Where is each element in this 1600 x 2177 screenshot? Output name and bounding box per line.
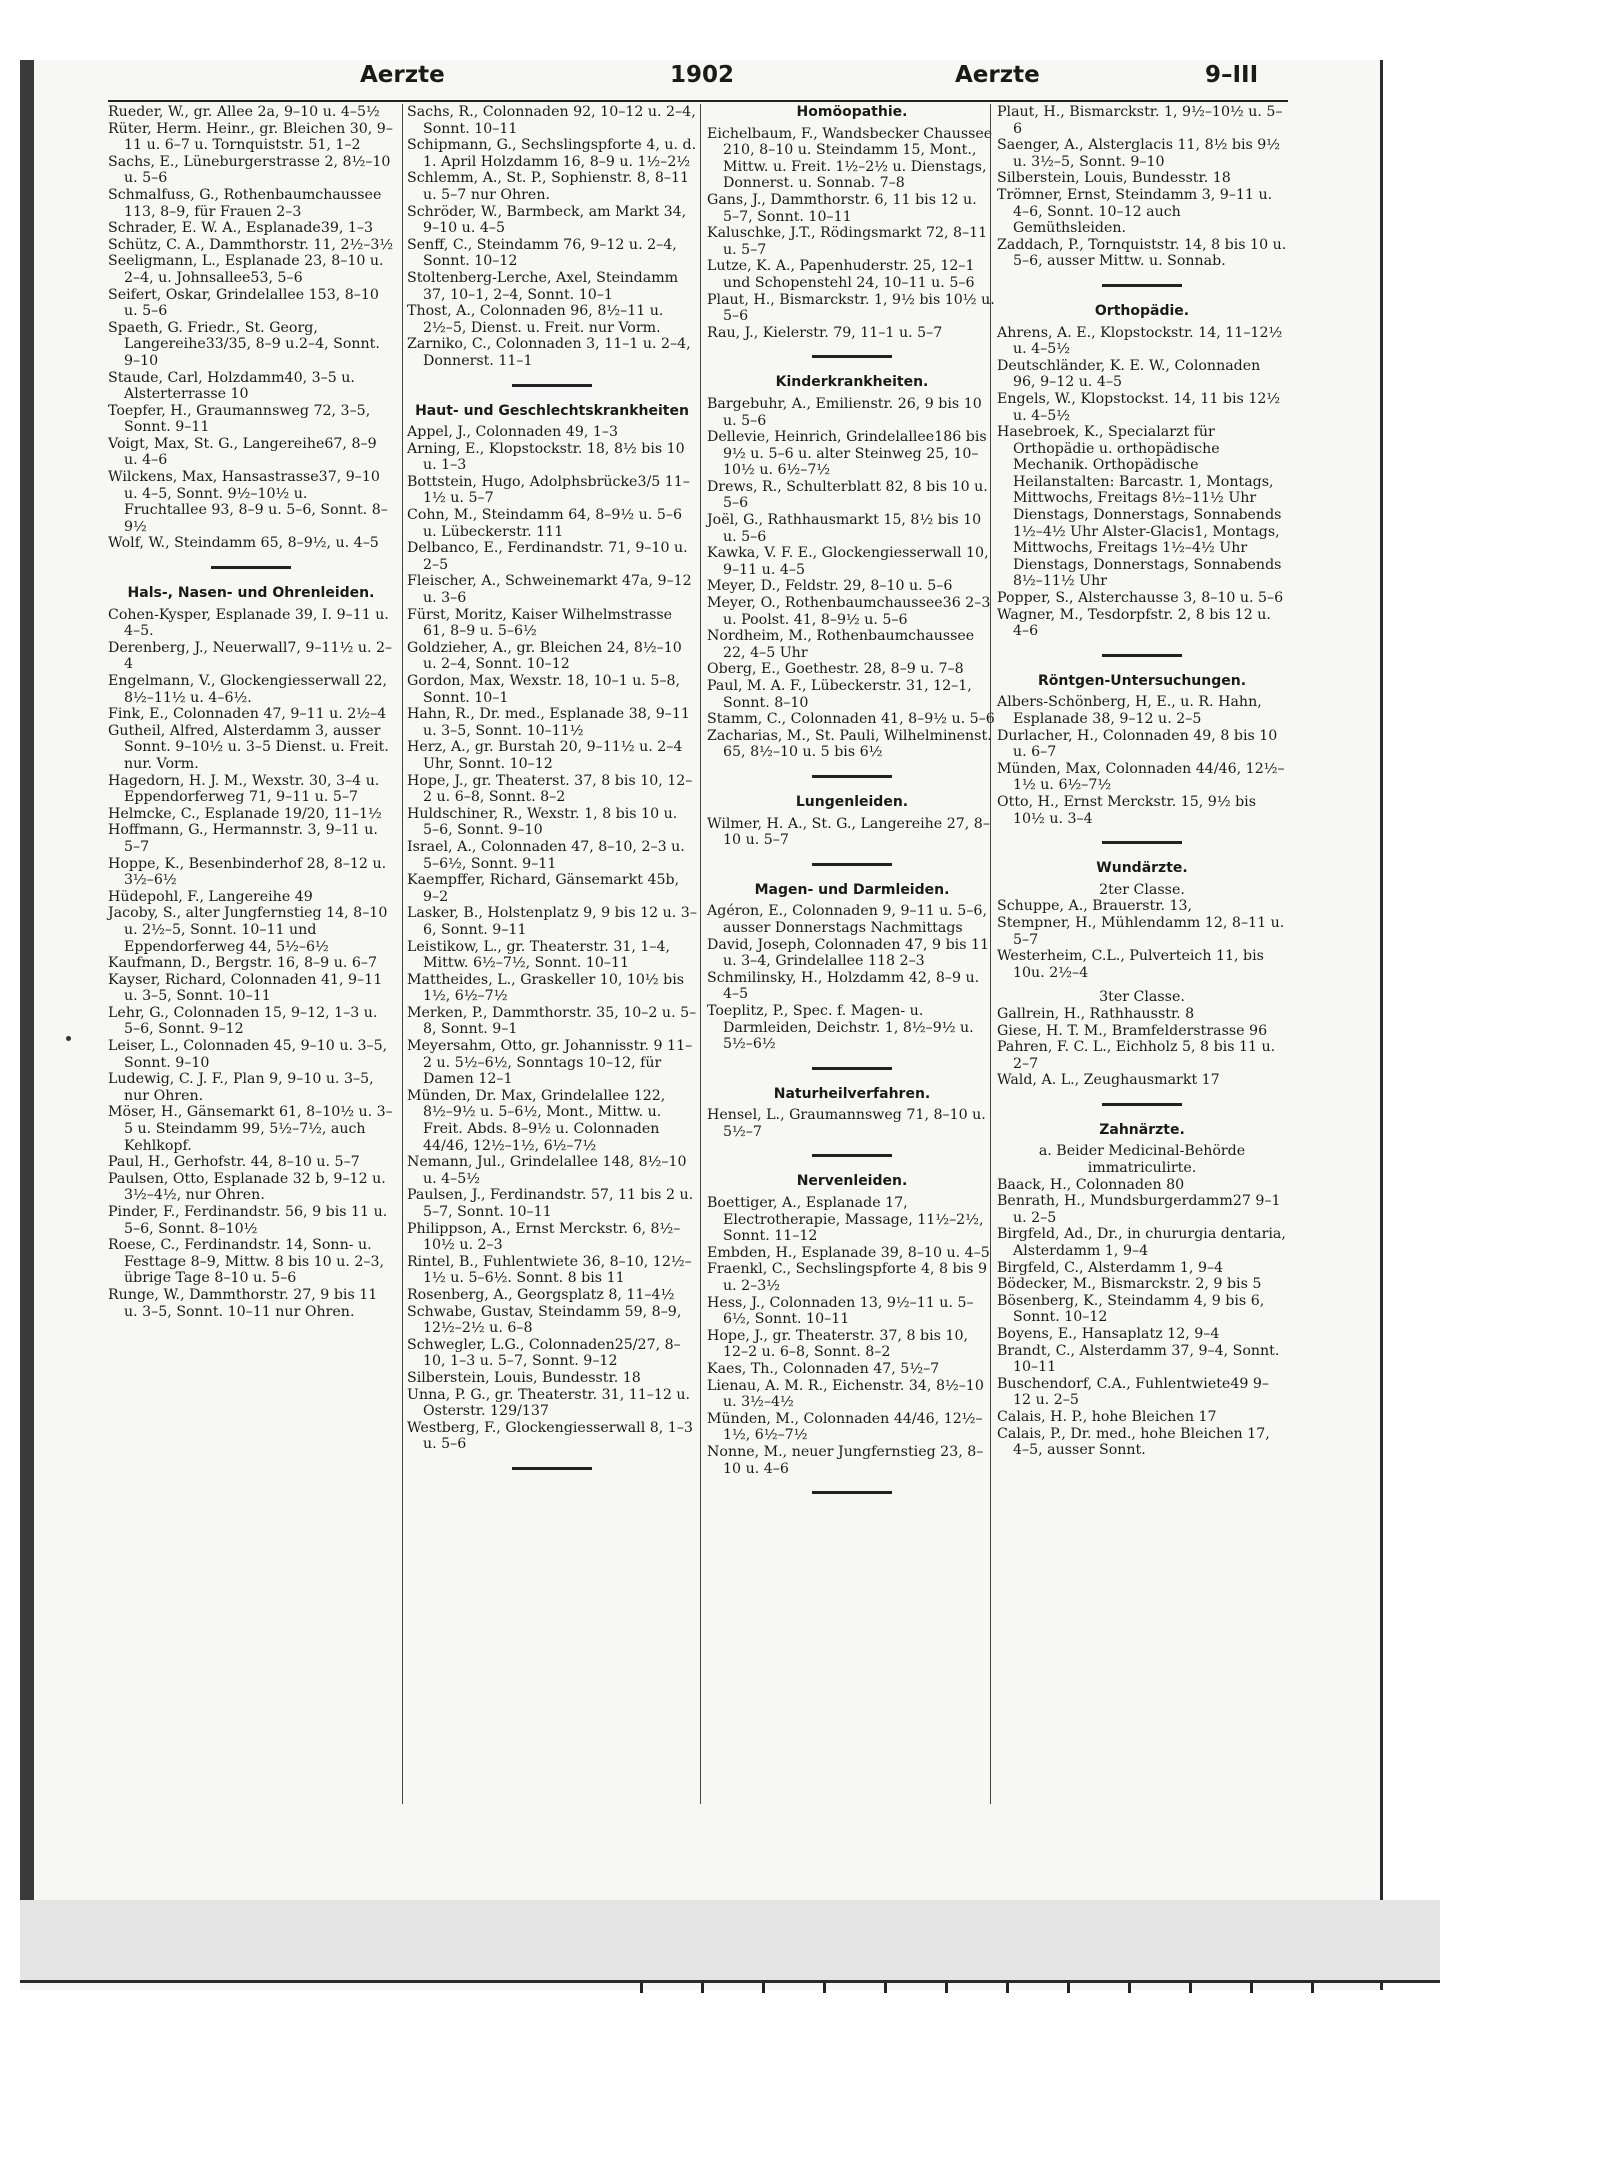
scan-tick-marks — [640, 1978, 1600, 1988]
directory-entry: Stamm, C., Colonnaden 41, 8–9½ u. 5–6 — [707, 711, 995, 728]
scan-left-edge — [20, 60, 34, 1980]
directory-entry: Sachs, E., Lüneburgerstrasse 2, 8½–10 u. 5–6 — [108, 153, 391, 187]
directory-entry: Goldzieher, A., gr. Bleichen 24, 8½–10 u. 2–4, Sonnt. 10–12 — [407, 639, 682, 673]
subheading: 2ter Classe. — [1099, 881, 1185, 898]
directory-entry: Appel, J., Colonnaden 49, 1–3 — [407, 424, 619, 441]
directory-entry: Schuppe, A., Brauerstr. 13, — [997, 898, 1193, 915]
directory-entry: Bottstein, Hugo, Adolphsbrücke3/5 11–1½ u. 5–7 — [407, 473, 690, 507]
directory-entry: Silberstein, Louis, Bundesstr. 18 — [407, 1369, 641, 1386]
directory-entry: Popper, S., Alsterchausse 3, 8–10 u. 5–6 — [997, 590, 1284, 607]
directory-entry: Lehr, G., Colonnaden 15, 9–12, 1–3 u. 5–6, Sonnt. 9–12 — [108, 1004, 378, 1038]
directory-entry: Westberg, F., Glockengiesserwall 8, 1–3 u. 5–6 — [407, 1419, 693, 1453]
directory-entry: Rueder, W., gr. Allee 2a, 9–10 u. 4–5½ — [108, 104, 380, 120]
header-rule — [108, 100, 1288, 102]
directory-entry: Birgfeld, Ad., Dr., in chururgia dentaria, Alsterdamm 1, 9–4 — [997, 1226, 1286, 1260]
section-heading: Wundärzte. — [1096, 860, 1188, 877]
directory-entry: Wilckens, Max, Hansastrasse37, 9–10 u. 4–5, Sonnt. 9½–10½ u. Fruchtallee 93, 8–9 u. 5–6, Sonnt. 8–9½ — [108, 469, 388, 535]
directory-entry: Eichelbaum, F., Wandsbecker Chaussee 210, 8–10 u. Steindamm 15, Mont., Mittw. u. Freit. 1½–2½ u. Dienstags, Donnerst. u. Sonnab. 7–8 — [707, 125, 993, 192]
directory-entry: Meyer, O., Rothenbaumchaussee36 2–3 u. Poolst. 41, 8–9½ u. 5–6 — [707, 595, 991, 628]
directory-entry: Boettiger, A., Esplanade 17, Electrotherapie, Massage, 11½–2½, Sonnt. 11–12 — [707, 1195, 984, 1245]
directory-entry: Kaufmann, D., Bergstr. 16, 8–9 u. 6–7 — [108, 955, 377, 972]
section-heading: Magen- und Darmleiden. — [754, 881, 950, 898]
directory-entry: Hoppe, K., Besenbinderhof 28, 8–12 u. 3½–6½ — [108, 855, 387, 889]
directory-entry: Calais, H. P., hohe Bleichen 17 — [997, 1408, 1217, 1425]
directory-entry: Toepfer, H., Graumannsweg 72, 3–5, Sonnt. 9–11 — [108, 402, 371, 436]
directory-entry: Hensel, L., Graumannsweg 71, 8–10 u. 5½–7 — [707, 1107, 986, 1140]
column-4 — [990, 104, 1287, 1804]
directory-entry: Zaddach, P., Tornquiststr. 14, 8 bis 10 u. 5–6, ausser Mittw. u. Sonnab. — [997, 236, 1287, 270]
directory-entry: Schröder, W., Barmbeck, am Markt 34, 9–10 u. 4–5 — [407, 203, 687, 237]
directory-entry: Rosenberg, A., Georgsplatz 8, 11–4½ — [407, 1286, 675, 1303]
directory-entry: Trömner, Ernst, Steindamm 3, 9–11 u. 4–6, Sonnt. 10–12 auch Gemüthsleiden. — [997, 186, 1273, 237]
directory-entry: Thost, A., Colonnaden 96, 8½–11 u. 2½–5, Dienst. u. Freit. nur Vorm. — [407, 303, 664, 336]
directory-entry: Lasker, B., Holstenplatz 9, 9 bis 12 u. 3–6, Sonnt. 9–11 — [407, 905, 697, 938]
directory-entry: Zarniko, C., Colonnaden 3, 11–1 u. 2–4, Donnerst. 11–1 — [407, 336, 691, 369]
directory-entry: Bödecker, M., Bismarckstr. 2, 9 bis 5 — [997, 1276, 1262, 1293]
directory-entry: Meyersahm, Otto, gr. Johannisstr. 9 11–2 u. 5½–6½, Sonntags 10–12, für Damen 12–1 — [407, 1038, 693, 1088]
directory-entry: Rintel, B., Fuhlentwiete 36, 8–10, 12½–1½ u. 5–6½. Sonnt. 8 bis 11 — [407, 1253, 692, 1287]
section-separator — [812, 775, 892, 778]
directory-entry: Joël, G., Rathhausmarkt 15, 8½ bis 10 u. 5–6 — [707, 512, 982, 545]
directory-entry: Westerheim, C.L., Pulverteich 11, bis 10u. 2½–4 — [997, 948, 1264, 981]
directory-entry: Arning, E., Klopstockstr. 18, 8½ bis 10 u. 1–3 — [407, 440, 685, 474]
directory-entry: Stempner, H., Mühlendamm 12, 8–11 u. 5–7 — [997, 914, 1285, 948]
directory-entry: Deutschländer, K. E. W., Colonnaden 96, 9–12 u. 4–5 — [997, 357, 1261, 391]
directory-entry: Otto, H., Ernst Merckstr. 15, 9½ bis 10½ u. 3–4 — [997, 793, 1256, 827]
directory-entry: Gutheil, Alfred, Alsterdamm 3, ausser Sonnt. 9–10½ u. 3–5 Dienst. u. Freit. nur. Vorm. — [108, 722, 389, 772]
directory-entry: Fleischer, A., Schweinemarkt 47a, 9–12 u. 3–6 — [407, 573, 692, 607]
section-heading: Lungenleiden. — [795, 793, 909, 810]
directory-entry: Fraenkl, C., Sechslingspforte 4, 8 bis 9 u. 2–3½ — [707, 1261, 987, 1295]
directory-entry: Pahren, F. C. L., Eichholz 5, 8 bis 11 u. 2–7 — [997, 1039, 1276, 1072]
directory-entry: Voigt, Max, St. G., Langereihe67, 8–9 u. 4–6 — [108, 435, 377, 469]
directory-entry: Oberg, E., Goethestr. 28, 8–9 u. 7–8 — [707, 661, 964, 678]
directory-entry: Fink, E., Colonnaden 47, 9–11 u. 2½–4 — [108, 706, 387, 723]
directory-entry: Münden, Dr. Max, Grindelallee 122, 8½–9½ u. 5–6½, Mont., Mittw. u. Freit. Abds. 8–9½ u. Colonnaden 44/46, 12½–1½, 6½–7½ — [407, 1087, 666, 1154]
directory-entry: Dellevie, Heinrich, Grindelallee186 bis 9½ u. 5–6 u. alter Steinweg 25, 10–10½ u. 6½–7½ — [707, 429, 987, 479]
directory-entry: Paul, M. A. F., Lübeckerstr. 31, 12–1, Sonnt. 8–10 — [707, 678, 972, 711]
column-3 — [700, 104, 997, 1804]
directory-entry: Rüter, Herm. Heinr., gr. Bleichen 30, 9–11 u. 6–7 u. Tornquiststr. 51, 1–2 — [108, 120, 393, 154]
directory-entry: Schmalfuss, G., Rothenbaumchaussee 113, 8–9, für Frauen 2–3 — [108, 186, 382, 220]
directory-entry: Benrath, H., Mundsburgerdamm27 9–1 u. 2–5 — [997, 1193, 1281, 1226]
header-left-title: Aerzte — [360, 62, 445, 88]
directory-entry: Giese, H. T. M., Bramfelderstrasse 96 — [997, 1022, 1268, 1039]
directory-entry: Wagner, M., Tesdorpfstr. 2, 8 bis 12 u. 4–6 — [997, 606, 1271, 640]
column-2 — [402, 104, 697, 1804]
subheading: a. Beider Medicinal-Behörde immatriculirte. — [1038, 1143, 1246, 1177]
directory-entry: Silberstein, Louis, Bundesstr. 18 — [997, 170, 1231, 187]
directory-entry: Münden, Max, Colonnaden 44/46, 12½–1½ u. 6½–7½ — [997, 760, 1285, 794]
directory-entry: Baack, H., Colonnaden 80 — [997, 1176, 1185, 1193]
directory-entry: Helmcke, C., Esplanade 19/20, 11–1½ — [108, 805, 382, 822]
section-separator — [211, 566, 291, 569]
directory-entry: Bösenberg, K., Steindamm 4, 9 bis 6, Sonnt. 10–12 — [997, 1292, 1265, 1326]
directory-entry: Bargebuhr, A., Emilienstr. 26, 9 bis 10 u. 5–6 — [707, 395, 982, 429]
directory-entry: Möser, H., Gänsemarkt 61, 8–10½ u. 3–5 u. Steindamm 99, 5½–7½, auch Kehlkopf. — [108, 1104, 393, 1154]
directory-entry: Saenger, A., Alsterglacis 11, 8½ bis 9½ u. 3½–5, Sonnt. 9–10 — [997, 137, 1281, 170]
section-separator — [1102, 284, 1182, 287]
directory-entry: Cohen-Kysper, Esplanade 39, I. 9–11 u. 4–5. — [108, 606, 389, 640]
header-right-title: Aerzte — [955, 62, 1040, 88]
section-separator — [812, 355, 892, 358]
directory-entry: Staude, Carl, Holzdamm40, 3–5 u. Alsterterrasse 10 — [108, 369, 355, 403]
directory-entry: Albers-Schönberg, H, E., u. R. Hahn, Esplanade 38, 9–12 u. 2–5 — [997, 694, 1262, 727]
section-heading: Kinderkrankheiten. — [775, 374, 929, 391]
directory-entry: Paulsen, J., Ferdinandstr. 57, 11 bis 2 u. 5–7, Sonnt. 10–11 — [407, 1187, 694, 1220]
directory-entry: Calais, P., Dr. med., hohe Bleichen 17, 4–5, ausser Sonnt. — [997, 1425, 1270, 1459]
directory-entry: Nordheim, M., Rothenbaumchaussee 22, 4–5 Uhr — [707, 628, 975, 661]
directory-entry: Senff, C., Steindamm 76, 9–12 u. 2–4, Sonnt. 10–12 — [407, 236, 677, 270]
directory-entry: Delbanco, E., Ferdinandstr. 71, 9–10 u. 2–5 — [407, 540, 688, 573]
directory-entry: Spaeth, G. Friedr., St. Georg, Langereihe33/35, 8–9 u.2–4, Sonnt. 9–10 — [108, 319, 380, 369]
directory-entry: Philippson, A., Ernst Merckstr. 6, 8½–10½ u. 2–3 — [407, 1220, 681, 1254]
directory-entry: Herz, A., gr. Burstah 20, 9–11½ u. 2–4 Uhr, Sonnt. 10–12 — [407, 739, 683, 772]
section-separator — [812, 863, 892, 866]
directory-entry: Runge, W., Dammthorstr. 27, 9 bis 11 u. 3–5, Sonnt. 10–11 nur Ohren. — [108, 1286, 378, 1320]
page-header — [110, 62, 1290, 98]
directory-entry: Kaluschke, J.T., Rödingsmarkt 72, 8–11 u. 5–7 — [707, 225, 988, 258]
section-heading: Röntgen-Untersuchungen. — [1037, 672, 1247, 689]
directory-entry: Gallrein, H., Rathhausstr. 8 — [997, 1005, 1195, 1022]
section-heading: Haut- und Geschlechtskrankheiten — [415, 402, 689, 419]
header-page-number: 9–III — [1205, 62, 1259, 88]
directory-entry: Cohn, M., Steindamm 64, 8–9½ u. 5–6 u. Lübeckerstr. 111 — [407, 507, 682, 540]
directory-entry: Drews, R., Schulterblatt 82, 8 bis 10 u. 5–6 — [707, 478, 988, 512]
directory-entry: Pinder, F., Ferdinandstr. 56, 9 bis 11 u. 5–6, Sonnt. 8–10½ — [108, 1204, 388, 1237]
directory-entry: Meyer, D., Feldstr. 29, 8–10 u. 5–6 — [707, 578, 953, 595]
directory-entry: Hess, J., Colonnaden 13, 9½–11 u. 5–6½, Sonnt. 10–11 — [707, 1294, 974, 1328]
directory-entry: Kaes, Th., Colonnaden 47, 5½–7 — [707, 1361, 940, 1377]
directory-entry: Engels, W., Klopstockst. 14, 11 bis 12½ u. 4–5½ — [997, 390, 1281, 424]
directory-entry: Zacharias, M., St. Pauli, Wilhelminenst. 65, 8½–10 u. 5 bis 6½ — [707, 727, 992, 761]
directory-entry: Schrader, E. W. A., Esplanade39, 1–3 — [108, 220, 374, 237]
section-separator — [512, 384, 592, 387]
section-separator — [1102, 841, 1182, 844]
directory-entry: Gordon, Max, Wexstr. 18, 10–1 u. 5–8, Sonnt. 10–1 — [407, 673, 681, 706]
directory-entry: Rau, J., Kielerstr. 79, 11–1 u. 5–7 — [707, 324, 943, 341]
directory-entry: Hope, J., gr. Theaterstr. 37, 8 bis 10, 12–2 u. 6–8, Sonnt. 8–2 — [707, 1327, 968, 1361]
directory-entry: Paulsen, Otto, Esplanade 32 b, 9–12 u. 3½–4½, nur Ohren. — [108, 1170, 386, 1204]
directory-entry: Fürst, Moritz, Kaiser Wilhelmstrasse 61, 8–9 u. 5–6½ — [407, 606, 673, 640]
directory-entry: Engelmann, V., Glockengiesserwall 22, 8½–11½ u. 4–6½. — [108, 673, 388, 706]
directory-entry: Buschendorf, C.A., Fuhlentwiete49 9–12 u. 2–5 — [997, 1375, 1270, 1409]
directory-entry: Seeligmann, L., Esplanade 23, 8–10 u. 2–4, u. Johnsallee53, 5–6 — [108, 253, 384, 286]
directory-entry: Plaut, H., Bismarckstr. 1, 9½–10½ u. 5–6 — [997, 104, 1283, 137]
directory-entry: Schütz, C. A., Dammthorstr. 11, 2½–3½ — [108, 236, 394, 253]
directory-entry: Huldschiner, R., Wexstr. 1, 8 bis 10 u. 5–6, Sonnt. 9–10 — [407, 805, 678, 839]
section-heading: Homöopathie. — [796, 104, 908, 120]
directory-entry: Schwegler, L.G., Colonnaden25/27, 8–10, 1–3 u. 5–7, Sonnt. 9–12 — [407, 1336, 681, 1370]
directory-entry: Embden, H., Esplanade 39, 8–10 u. 4–5 — [707, 1244, 990, 1261]
directory-entry: Toeplitz, P., Spec. f. Magen- u. Darmleiden, Deichstr. 1, 8½–9½ u. 5½–6½ — [707, 1002, 974, 1053]
directory-entry: Gans, J., Dammthorstr. 6, 11 bis 12 u. 5–7, Sonnt. 10–11 — [707, 191, 977, 225]
directory-entry: Roese, C., Ferdinandstr. 14, Sonn- u. Festtage 8–9, Mittw. 8 bis 10 u. 2–3, übrige Tage 8–10 u. 5–6 — [108, 1237, 385, 1287]
directory-entry: Brandt, C., Alsterdamm 37, 9–4, Sonnt. 10–11 — [997, 1342, 1280, 1376]
directory-entry: Lienau, A. M. R., Eichenstr. 34, 8½–10 u. 3½–4½ — [707, 1377, 984, 1411]
directory-entry: Israel, A., Colonnaden 47, 8–10, 2–3 u. 5–6½, Sonnt. 9–11 — [407, 838, 685, 872]
directory-entry: David, Joseph, Colonnaden 47, 9 bis 11 u. 3–4, Grindelallee 118 2–3 — [707, 936, 990, 970]
directory-entry: Merken, P., Dammthorstr. 35, 10–2 u. 5–8, Sonnt. 9–1 — [407, 1004, 697, 1038]
directory-entry: Hüdepohl, F., Langereihe 49 — [108, 888, 313, 905]
directory-entry: Derenberg, J., Neuerwall7, 9–11½ u. 2–4 — [108, 639, 393, 673]
directory-entry: Unna, P. G., gr. Theaterstr. 31, 11–12 u. Osterstr. 129/137 — [407, 1386, 691, 1420]
directory-entry: Jacoby, S., alter Jungfernstieg 14, 8–10 u. 2½–5, Sonnt. 10–11 und Eppendorferweg 44, 5½–6½ — [108, 905, 388, 955]
directory-entry: Hagedorn, H. J. M., Wexstr. 30, 3–4 u. Eppendorferweg 71, 9–11 u. 5–7 — [108, 772, 380, 806]
directory-entry: Plaut, H., Bismarckstr. 1, 9½ bis 10½ u. 5–6 — [707, 291, 995, 325]
directory-entry: Schlemm, A., St. P., Sophienstr. 8, 8–11 u. 5–7 nur Ohren. — [407, 170, 690, 203]
directory-entry: Boyens, E., Hansaplatz 12, 9–4 — [997, 1326, 1220, 1342]
directory-entry: Schwabe, Gustav, Steindamm 59, 8–9, 12½–2½ u. 6–8 — [407, 1303, 682, 1337]
directory-entry: Sachs, R., Colonnaden 92, 10–12 u. 2–4, Sonnt. 10–11 — [407, 104, 696, 137]
section-heading: Hals-, Nasen- und Ohrenleiden. — [127, 585, 375, 602]
directory-entry: Schipmann, G., Sechslingspforte 4, u. d. 1. April Holzdamm 16, 8–9 u. 1½–2½ — [407, 137, 697, 170]
section-heading: Naturheilverfahren. — [773, 1085, 931, 1102]
scan-bottom-band — [20, 1900, 1440, 1983]
section-separator — [512, 1467, 592, 1470]
directory-entry: Mattheides, L., Graskeller 10, 10½ bis 1½, 6½–7½ — [407, 971, 685, 1005]
section-separator — [812, 1154, 892, 1157]
directory-entry: Seifert, Oskar, Grindelallee 153, 8–10 u. 5–6 — [108, 286, 379, 320]
directory-entry: Hope, J., gr. Theaterst. 37, 8 bis 10, 12–2 u. 6–8, Sonnt. 8–2 — [407, 772, 693, 806]
directory-entry: Hoffmann, G., Hermannstr. 3, 9–11 u. 5–7 — [108, 822, 378, 855]
directory-entry: Paul, H., Gerhofstr. 44, 8–10 u. 5–7 — [108, 1154, 360, 1171]
section-heading: Nervenleiden. — [796, 1173, 908, 1190]
directory-entry: Hasebroek, K., Specialarzt für Orthopädie u. orthopädische Mechanik. Orthopädische Heilanstalten: Barcastr. 1, Montags, Mittwochs, Freitags 8½–11½ Uhr Dienstags, Donnerstags, Sonnabends 1½–4½ Uhr Alster-Glacis1, Montags, Mittwochs, Freitags 1½–4½ Uhr Dienstags, Donnerstags, Sonnabends 8½–11½ Uhr — [997, 424, 1282, 590]
directory-entry: Agéron, E., Colonnaden 9, 9–11 u. 5–6, ausser Donnerstags Nachmittags — [707, 903, 987, 936]
directory-entry: Schmilinsky, H., Holzdamm 42, 8–9 u. 4–5 — [707, 969, 980, 1003]
directory-entry: Nonne, M., neuer Jungfernstieg 23, 8–10 u. 4–6 — [707, 1443, 984, 1477]
directory-entry: Kaempffer, Richard, Gänsemarkt 45b, 9–2 — [407, 872, 680, 905]
directory-entry: Kayser, Richard, Colonnaden 41, 9–11 u. 3–5, Sonnt. 10–11 — [108, 971, 383, 1005]
directory-entry: Ludewig, C. J. F., Plan 9, 9–10 u. 3–5, nur Ohren. — [108, 1071, 374, 1104]
directory-entry: Ahrens, A. E., Klopstockstr. 14, 11–12½ u. 4–5½ — [997, 324, 1283, 358]
section-separator — [1102, 1103, 1182, 1106]
directory-entry: Birgfeld, C., Alsterdamm 1, 9–4 — [997, 1259, 1224, 1276]
column-1 — [108, 104, 394, 1320]
directory-entry: Durlacher, H., Colonnaden 49, 8 bis 10 u. 6–7 — [997, 727, 1278, 761]
directory-entry: Kawka, V. F. E., Glockengiesserwall 10, 9–11 u. 4–5 — [707, 545, 989, 578]
section-heading: Orthopädie. — [1094, 302, 1190, 319]
directory-entry: Leistikow, L., gr. Theaterstr. 31, 1–4, Mittw. 6½–7½, Sonnt. 10–11 — [407, 938, 671, 972]
section-separator — [812, 1491, 892, 1494]
directory-entry: Leiser, L., Colonnaden 45, 9–10 u. 3–5, Sonnt. 9–10 — [108, 1038, 388, 1071]
section-separator — [812, 1067, 892, 1070]
directory-entry: Stoltenberg-Lerche, Axel, Steindamm 37, 10–1, 2–4, Sonnt. 10–1 — [407, 269, 679, 303]
subheading: 3ter Classe. — [1099, 989, 1185, 1006]
directory-entry: Wald, A. L., Zeughausmarkt 17 — [997, 1072, 1220, 1089]
margin-dot — [66, 1036, 71, 1041]
directory-entry: Hahn, R., Dr. med., Esplanade 38, 9–11 u. 3–5, Sonnt. 10–11½ — [407, 706, 690, 739]
directory-entry: Münden, M., Colonnaden 44/46, 12½–1½, 6½–7½ — [707, 1410, 983, 1444]
directory-entry: Wolf, W., Steindamm 65, 8–9½, u. 4–5 — [108, 535, 379, 552]
section-separator — [1102, 654, 1182, 657]
directory-entry: Wilmer, H. A., St. G., Langereihe 27, 8–10 u. 5–7 — [707, 815, 990, 849]
directory-entry: Nemann, Jul., Grindelallee 148, 8½–10 u. 4–5½ — [407, 1154, 687, 1187]
section-heading: Zahnärzte. — [1099, 1121, 1185, 1138]
directory-entry: Lutze, K. A., Papenhuderstr. 25, 12–1 und Schopenstehl 24, 10–11 u. 5–6 — [707, 258, 975, 291]
header-year: 1902 — [670, 62, 735, 88]
